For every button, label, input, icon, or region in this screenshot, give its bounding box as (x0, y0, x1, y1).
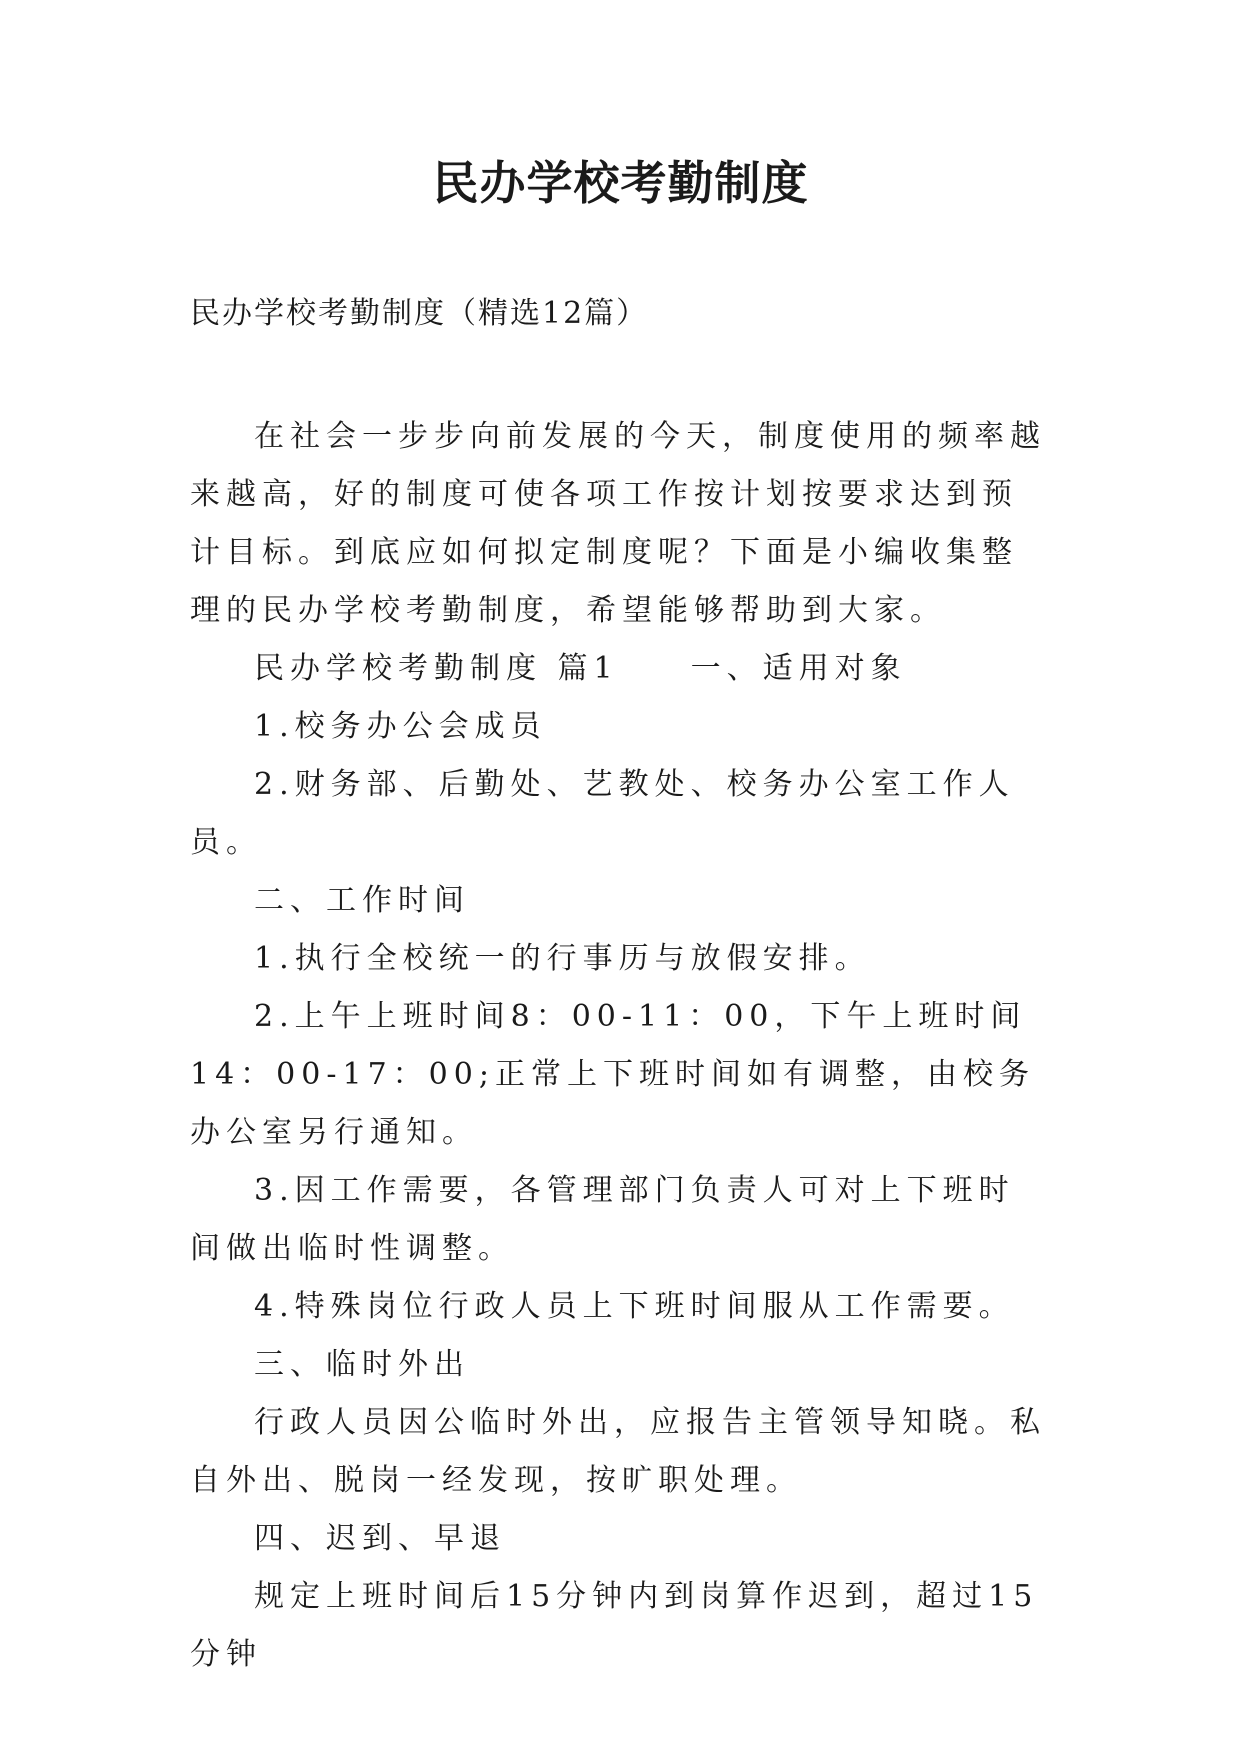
section-heading-work-hours: 二、工作时间 (254, 883, 470, 918)
work-hours-item-2: 2.上午上班时间8：00-11：00，下午上班时间14：00-17：00;正常上下班时间如有调整，由校务办公室另行通知。 (190, 999, 1035, 1150)
work-hours-item-3: 3.因工作需要，各管理部门负责人可对上下班时间做出临时性调整。 (190, 1173, 1015, 1266)
document-title: 民办学校考勤制度 (432, 156, 809, 210)
section-heading-late-early: 四、迟到、早退 (254, 1521, 506, 1556)
temporary-leave-paragraph: 行政人员因公临时外出，应报告主管领导知晓。私自外出、脱岗一经发现，按旷职处理。 (190, 1405, 1046, 1498)
document-body (190, 408, 1050, 1684)
scope-item-1: 1.校务办公会成员 (254, 709, 547, 744)
document-subtitle: 民办学校考勤制度（精选12篇） (190, 296, 649, 331)
intro-paragraph: 在社会一步步向前发展的今天，制度使用的频率越来越高，好的制度可使各项工作按计划按要求达到预计目标。到底应如何拟定制度呢？下面是小编收集整理的民办学校考勤制度，希望能够帮助到大家。 (190, 419, 1046, 628)
work-hours-item-4: 4.特殊岗位行政人员上下班时间服从工作需要。 (254, 1289, 1015, 1324)
section-heading-temporary-leave: 三、临时外出 (254, 1347, 470, 1382)
late-early-paragraph: 规定上班时间后15分钟内到岗算作迟到，超过15分钟 (190, 1579, 1039, 1672)
section-heading-article-1: 民办学校考勤制度 篇1 一、适用对象 (254, 651, 907, 686)
scope-item-2: 2.财务部、后勤处、艺教处、校务办公室工作人员。 (190, 767, 1015, 860)
work-hours-item-1: 1.执行全校统一的行事历与放假安排。 (254, 941, 871, 976)
